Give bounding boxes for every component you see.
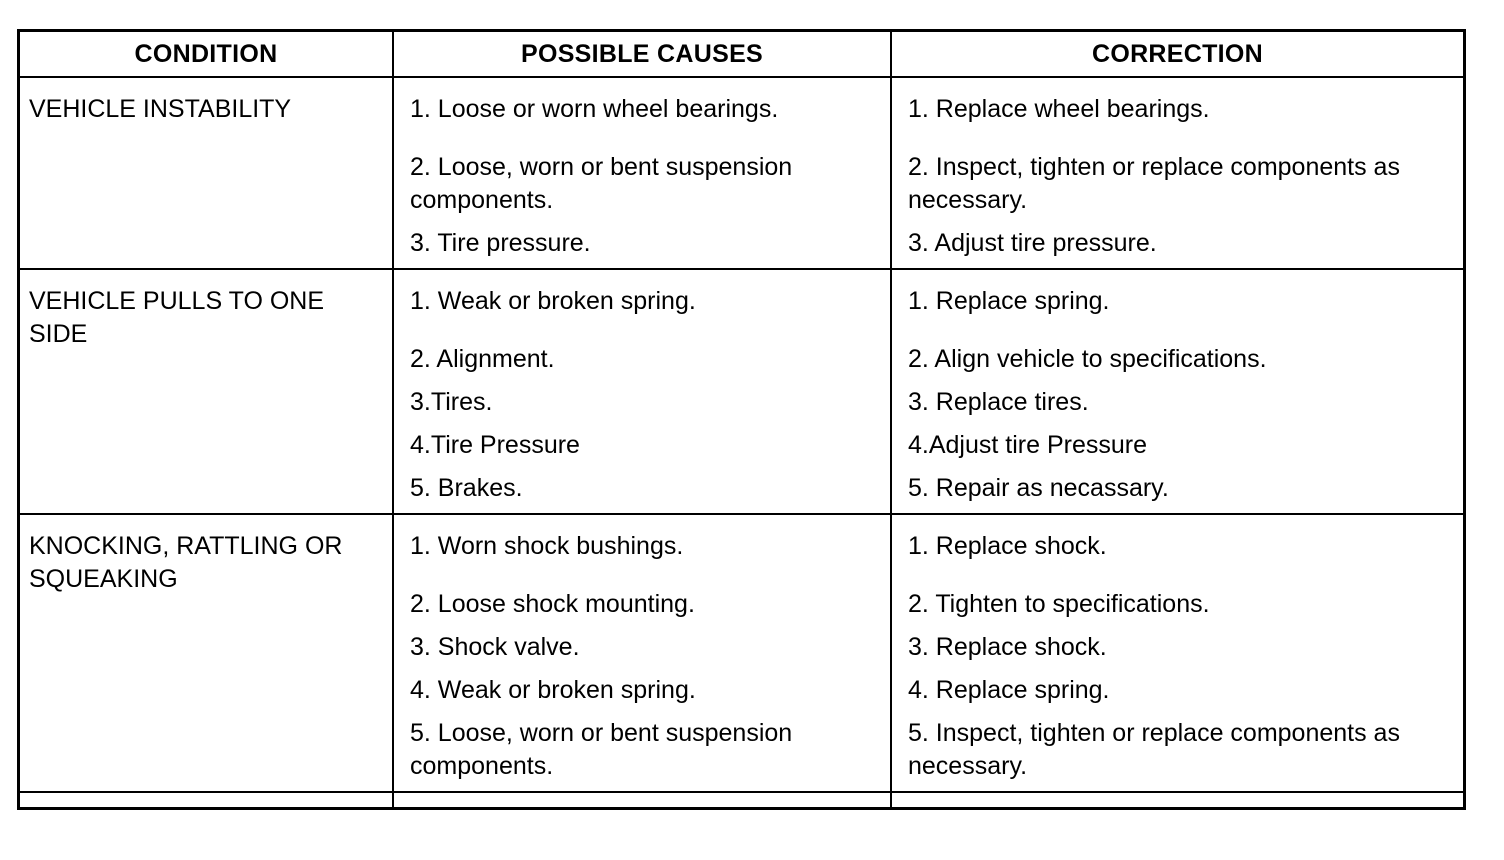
- corrections-cell: [892, 270, 1463, 513]
- table-row-empty: [20, 793, 1463, 807]
- cause-item: 4.Tire Pressure: [410, 431, 580, 459]
- cause-item: 3.Tires.: [410, 388, 493, 416]
- correction-item: 1. Replace shock.: [908, 532, 1107, 560]
- condition-cell: VEHICLE INSTABILITY: [20, 78, 394, 268]
- cause-item: 3. Tire pressure.: [410, 229, 591, 257]
- header-possible-causes: POSSIBLE CAUSES: [394, 32, 892, 76]
- causes-cell: [394, 78, 892, 268]
- condition-cell: VEHICLE PULLS TO ONE SIDE: [20, 270, 394, 513]
- correction-item: 5. Inspect, tighten or replace components as necessary.: [908, 719, 1400, 780]
- header-correction: CORRECTION: [1091, 39, 1264, 68]
- causes-cell: [394, 270, 892, 513]
- cause-item: 1. Loose or worn wheel bearings.: [410, 95, 779, 123]
- cause-item: 1. Worn shock bushings.: [410, 532, 684, 560]
- table-header-row: [20, 32, 1463, 78]
- corrections-cell: [892, 78, 1463, 268]
- condition-cell: KNOCKING, RATTLING OR SQUEAKING: [20, 515, 394, 791]
- cause-item: 2. Loose shock mounting.: [410, 590, 695, 618]
- correction-item: 2. Tighten to specifications.: [908, 590, 1210, 618]
- cause-item: 2. Loose, worn or bent suspension components.: [410, 153, 793, 214]
- cause-item: 3. Shock valve.: [410, 633, 580, 661]
- table-row: [20, 515, 1463, 793]
- correction-item: 4.Adjust tire Pressure: [908, 431, 1147, 459]
- cause-item: 5. Brakes.: [410, 474, 523, 502]
- cause-item: 5. Loose, worn or bent suspension components.: [410, 719, 793, 780]
- correction-item: 2. Inspect, tighten or replace components as necessary.: [908, 153, 1400, 214]
- table-row: [20, 270, 1463, 515]
- correction-item: 3. Replace shock.: [908, 633, 1107, 661]
- empty-cell: [394, 793, 892, 807]
- cause-item: 4. Weak or broken spring.: [410, 676, 696, 704]
- diagnosis-table: [17, 29, 1466, 810]
- correction-item: 4. Replace spring.: [908, 676, 1110, 704]
- correction-item: 5. Repair as necassary.: [908, 474, 1169, 502]
- correction-item: 1. Replace wheel bearings.: [908, 95, 1210, 123]
- cause-item: 2. Alignment.: [410, 345, 555, 373]
- cause-item: 1. Weak or broken spring.: [410, 287, 696, 315]
- empty-cell: [20, 793, 394, 807]
- correction-item: 2. Align vehicle to specifications.: [908, 345, 1267, 373]
- corrections-cell: [892, 515, 1463, 791]
- causes-cell: [394, 515, 892, 791]
- table-row: [20, 78, 1463, 270]
- correction-item: 3. Adjust tire pressure.: [908, 229, 1157, 257]
- header-condition: CONDITION: [20, 32, 394, 76]
- correction-item: 1. Replace spring.: [908, 287, 1110, 315]
- empty-cell: [892, 793, 1463, 807]
- correction-item: 3. Replace tires.: [908, 388, 1089, 416]
